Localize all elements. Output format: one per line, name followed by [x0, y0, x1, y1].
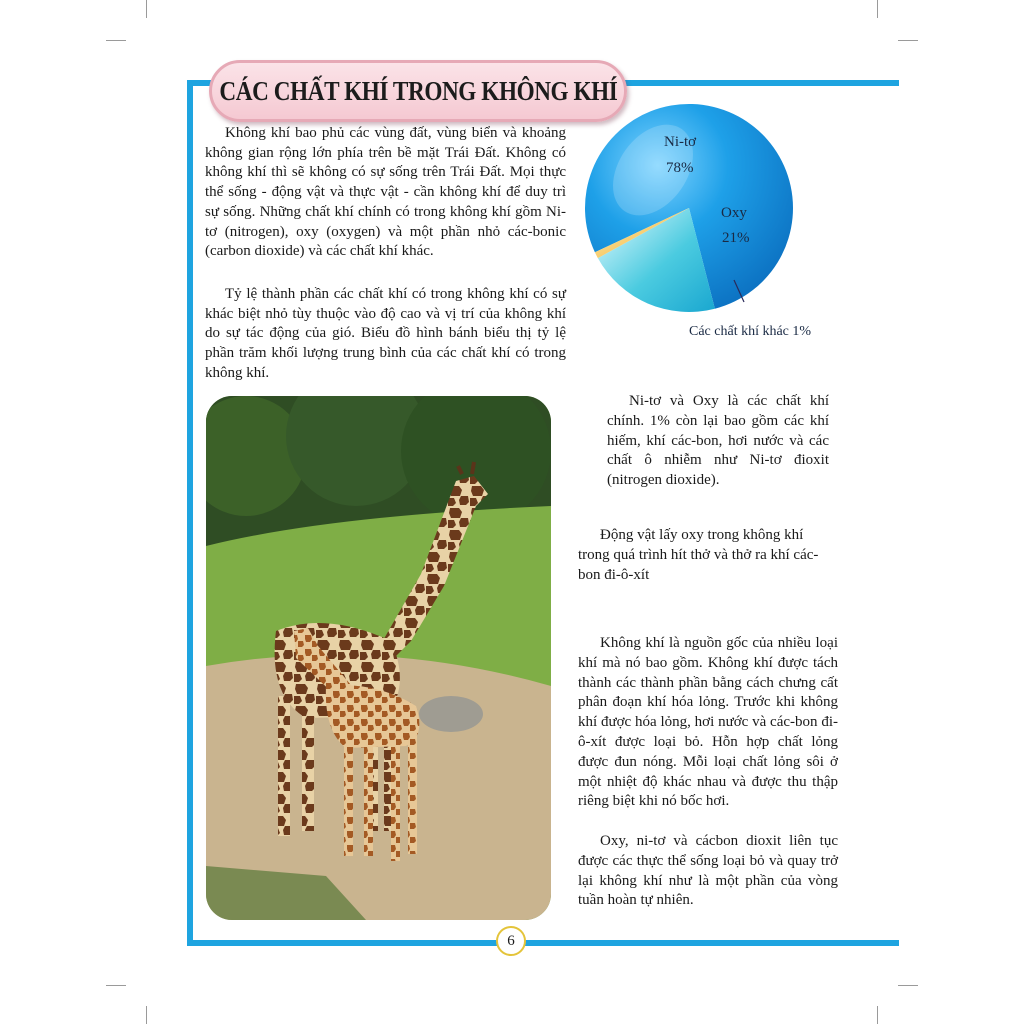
giraffe-photo [206, 396, 551, 920]
pie-label-oxygen: Oxy [721, 205, 747, 221]
crop-mark [146, 0, 147, 18]
page-title: CÁC CHẤT KHÍ TRONG KHÔNG KHÍ [218, 75, 618, 106]
page-number-text: 6 [507, 932, 515, 949]
pie-value-nitrogen: 78% [666, 160, 694, 176]
crop-mark [898, 40, 918, 41]
crop-mark [877, 1006, 878, 1024]
pie-value-oxygen: 21% [722, 230, 750, 246]
crop-mark [106, 40, 126, 41]
side-note-1: Ni-tơ và Oxy là các chất khí chính. 1% còn lại bao gồm các khí hiếm, khí các-bon, hơi nước và các chất ô nhiễm như Ni-tơ đioxit (nitrogen dioxide). [607, 393, 829, 489]
background-rock [419, 696, 483, 732]
page-frame-bottom [187, 940, 899, 946]
pie-value-other: 1% [792, 324, 812, 339]
crop-mark [898, 985, 918, 986]
page-number [496, 926, 526, 956]
side-note-2: Động vật lấy oxy trong không khí trong quá trình hít thở và thở ra khí các-bon đi-ô-xít [578, 527, 819, 583]
crop-mark [106, 985, 126, 986]
intro-paragraph-2: Tỷ lệ thành phần các chất khí có trong không khí có sự khác biệt nhỏ tùy thuộc vào độ cao và vị trí của không khí do sự tác động của gió. Biểu đồ hình bánh biểu thị tỷ lệ phần trăm khối lượng trung bình của các chất khí có trong không khí. [205, 286, 566, 381]
title-banner [209, 60, 627, 122]
side-note-4: Oxy, ni-tơ và cácbon dioxit liên tục được các thực thể sống loại bỏ và quay trở lại không khí như là một phần của vòng tuần hoàn tự nhiên. [578, 833, 838, 909]
page-frame-left [187, 80, 193, 946]
pie-label-other-name: Các chất khí khác [689, 324, 789, 339]
pie-label-other [689, 324, 811, 340]
crop-mark [146, 1006, 147, 1024]
side-note-3: Không khí là nguồn gốc của nhiều loại khí mà nó bao gồm. Không khí được tách thành các thành phần bằng cách chưng cất phân đoạn khí hóa lỏng. Trước khi không khí được hóa lỏng, hơi nước và các-bon đi-ô-xít được loại bỏ. Hỗn hợp chất lỏng được đun nóng. Mỗi loại chất lỏng sôi ở một nhiệt độ khác nhau và được thu thập riêng biệt khi nó bốc hơi. [578, 635, 838, 810]
intro-paragraph-1: Không khí bao phủ các vùng đất, vùng biển và khoảng không gian rộng lớn phía trên bề mặt Trái Đất. Không có không khí thì sẽ không có sự sống trên Trái Đất. Mọi thực thể sống - động vật và thực vật - cần không khí để duy trì sự sống. Những chất khí chính có trong không khí gồm Ni-tơ (nitrogen), oxy (oxygen) và một phần nhỏ các-bonic (carbon dioxide) và các chất khí khác. [205, 125, 566, 260]
giraffe-illustration [206, 396, 551, 920]
pie-label-nitrogen: Ni-tơ [664, 134, 697, 150]
crop-mark [877, 0, 878, 18]
